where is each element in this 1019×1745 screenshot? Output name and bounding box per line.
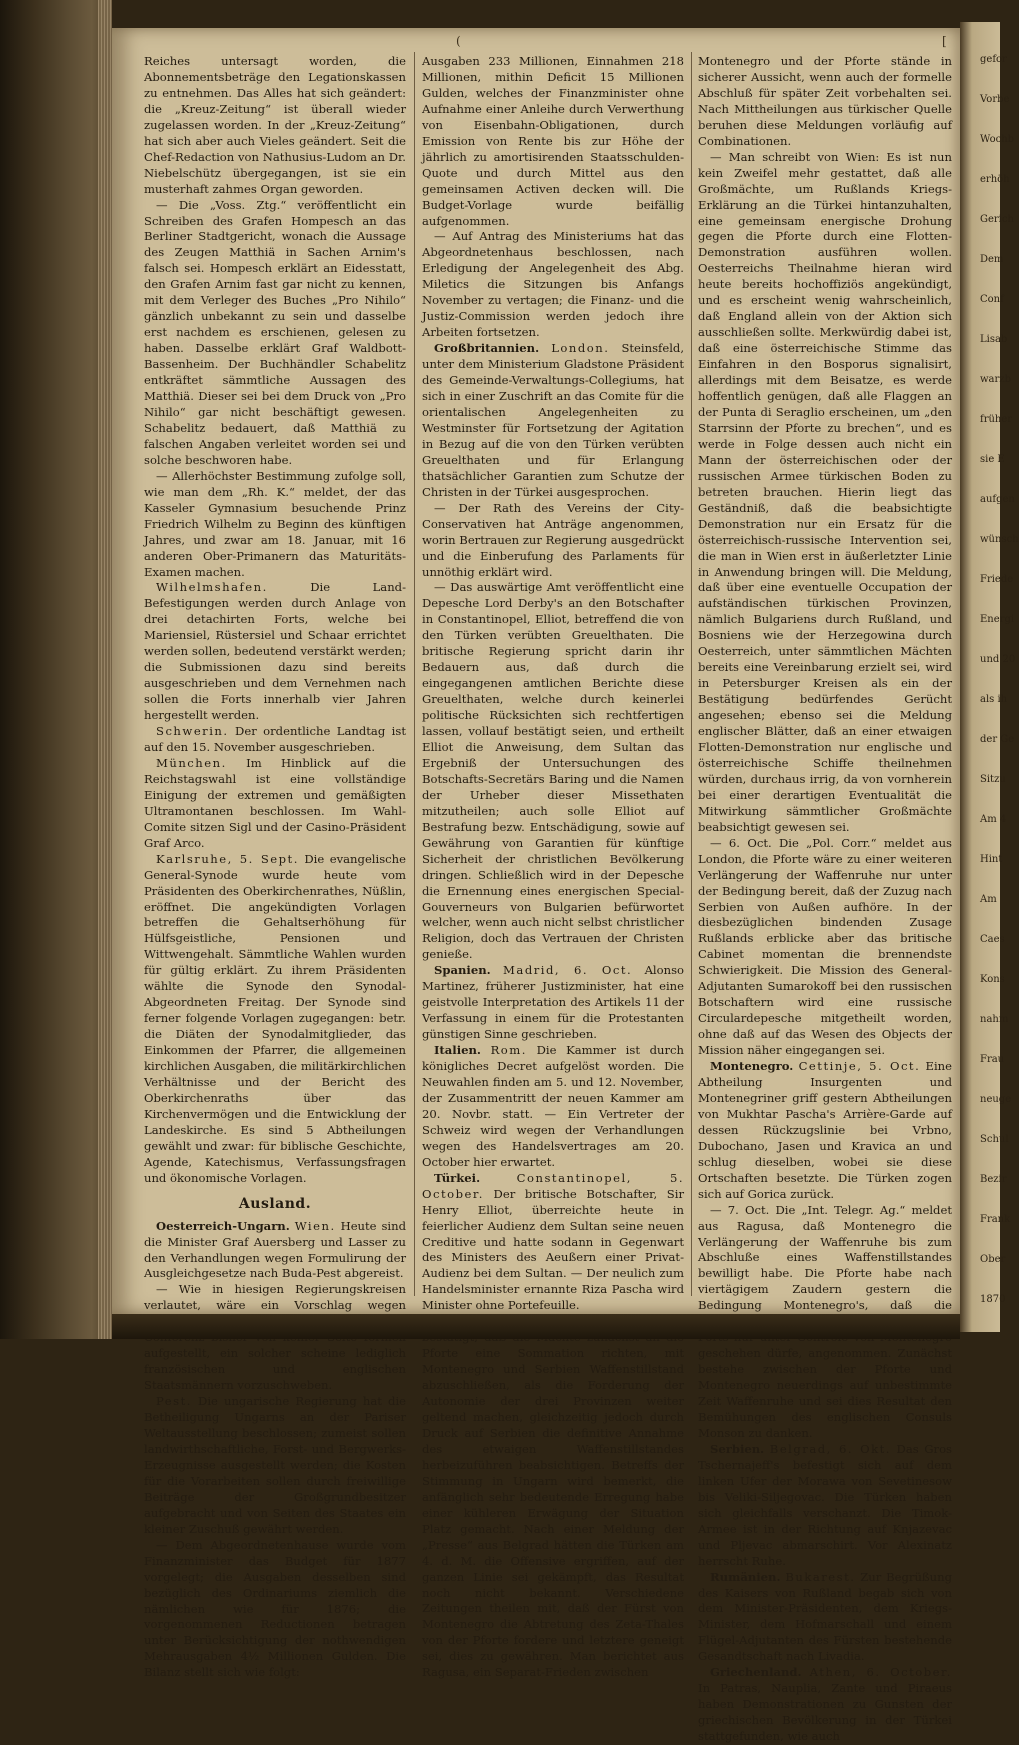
article-paragraph <box>698 1059 952 1203</box>
next-page-fragment: wünsch <box>980 534 1019 545</box>
next-page-fragment: Conf <box>980 294 1004 305</box>
column-2 <box>422 54 685 1680</box>
dateline: Bukarest. <box>785 1569 856 1584</box>
next-page-fragment: Frank <box>980 1214 1011 1225</box>
next-page-fragment: sie E <box>980 454 1005 465</box>
column-rule <box>414 52 415 1296</box>
article-paragraph <box>422 1043 684 1171</box>
article-text: Steinsfeld, unter dem Ministerium Gladstone Präsident des Gemeinde-Verwaltungs-Collegiums, hat sich in einer Zuschrift an das Comite für die orientalischen Angelegenheiten zu Westminster für Fortsetzung der Agitation in Bezug auf die von den Türken verübten Greuelthaten und für Erlangung thatsächlicher Garantien zum Schutze der Christen in der Türkei ausgesprochen. <box>422 341 685 499</box>
next-page-edge <box>960 22 1019 1332</box>
article-text: Die Land-Befestigungen werden durch Anlage von drei detachirten Forts, welche bei Mariensiel, Rüstersiel und Schaar errichtet werden sollen, bedeutend verstärkt werden; die Submissionen dazu sind bereits ausgeschrieben und dem Vernehmen nach sollen die Forts innerhalb vier Jahren hergestellt werden. <box>144 580 407 723</box>
article-paragraph <box>144 1219 406 1283</box>
page-mark-left: ( <box>456 34 461 48</box>
next-page-fragment: früher <box>980 414 1013 425</box>
article-paragraph: Pforte eine Sommation richten, mit Montenegro und Serbien Waffenstillstand abzuschließen, als die Forderung der Autonomie der drei Provinzen weiter geltend machen, gleichzeitig jedoch durch Druck auf Serbien die definitive Annahme des etwaigen Waffenstillstandes herbeizuführen beabsichtigen. Betreffs der Stimmung in Ungarn wird bemerkt, die anfänglich sehr bedeutende Erregung habe einer kühleren Erwägung der Situation Platz gemacht. Nach einer Meldung der „Presse“ aus Belgrad hätten die Türken am 4. d. M. die Offensive ergriffen, auf der ganzen Linie sei gekämpft, das Resultat noch nicht bekannt. Verschiedene Zeitungen theilen mit, daß der Fürst von Montenegro die Abtretung des Zeta-Thales von der Pforte fordere und letztere geneigt sei, dies zu gewähren. Man berichtet aus Ragusa, ein Separat-Frieden zwischen <box>422 1346 684 1680</box>
country-heading: Spanien. <box>434 963 491 978</box>
dateline: London. <box>551 341 610 356</box>
next-page-fragment: Frau <box>980 1054 1005 1065</box>
column-rule <box>691 52 692 1296</box>
article-text: Der britische Botschafter, Sir Henry Elliot, überreichte heute in feierlicher Audienz dem Sultan seine neuen Creditive und hatte sodann in Gegenwart des Ministers des Aeußern einer Privat-Audienz bei dem Sultan. — Der neulich zum Handelsminister ernannte Riza Pascha wird Minister ohne Portefeuille. <box>422 1186 684 1313</box>
country-heading: Großbritannien. <box>434 341 540 356</box>
next-page-fragment: Vorbe <box>980 94 1010 105</box>
article-text: Die Kammer ist durch königliches Decret aufgelöst worden. Die Neuwahlen finden am 5. und 12. November, der Zusammentritt der neuen Kammer am 20. Novbr. statt. — Ein Vertreter der Schweiz wird wegen der Verhandlungen wegen des Handelsvertrages am 20. October hier erwartet. <box>422 1043 684 1169</box>
article-text: Heute sind die Minister Graf Auersberg und Lasser zu den Verhandlungen wegen Formulirung der Ausgleichgesetze nach Buda-Pest abgereist. <box>144 1218 407 1281</box>
article-text: Alonso Martinez, früherer Justizminister, hat eine geistvolle Interpretation des Artikels 11 der Verfassung in einem für die Protestanten günstigen Sinne geschrieben. <box>422 963 685 1042</box>
next-page-fragment: Friede <box>980 574 1014 585</box>
article-paragraph <box>144 756 406 852</box>
article-text: Die ungarische Regierung hat die Betheiligung Ungarns an der Pariser Weltausstellung beschlossen; zumeist sollen landwirthschaftliche, Forst- und Bergwerks-Erzeugnisse ausgestellt werden; die Kosten für die Vorarbeiten sollen durch freiwillige Beiträge der Großgrundbesitzer aufgebracht und von Seiten des Staates ein kleiner Zuschuß gewährt werden. <box>144 1394 407 1536</box>
next-page-fragment: als ih <box>980 694 1008 705</box>
country-heading: Italien. <box>434 1043 481 1058</box>
article-text: Zur Begrüßung des Kaisers von Rußland begab sich von dem Minister-Präsidenten, dem Kriegs-Minister, dem Hofmarschall und einem Flügel-Adjutanten des Fürsten bestehende Gesandtschaft nach Livadia. <box>698 1569 953 1664</box>
article-paragraph <box>144 1394 406 1538</box>
country-heading: Montenegro. <box>710 1059 794 1074</box>
dateline: Madrid, 6. Oct. <box>503 963 633 978</box>
dateline: Karlsruhe, 5. Sept. <box>156 851 299 866</box>
next-page-fragment: erhöh <box>980 174 1010 185</box>
dateline: Wien. <box>294 1218 336 1233</box>
next-page-fragment: Schul <box>980 1134 1009 1145</box>
column-3 <box>698 54 953 1744</box>
country-heading: Rumänien. <box>710 1569 781 1584</box>
next-page-fragment: Bezir <box>980 1174 1007 1185</box>
next-page-fragment: Energi <box>980 614 1015 625</box>
article-text: In Patras, Nauplia, Zante und Piraeus haben Demonstrationen zu Gunsten der griechischen Bevölkerung in der Türkei stattgefunden, wie auch <box>698 1681 952 1744</box>
country-heading: Griechenland. <box>710 1665 802 1680</box>
dateline: Constantinopel, 5. October. <box>422 1170 685 1201</box>
article-paragraph: — Die „Voss. Ztg.“ veröffentlicht ein Schreiben des Grafen Hompesch an das Berliner Stadtgericht, wonach die Aussage des Zeugen Matthiä in Sachen Arnim's falsch sei. Hompesch erklärt an Eidesstatt, den Grafen Arnim fast gar nicht zu kennen, mit dem Verleger des Buches „Pro Nihilo“ gänzlich unbekannt zu sein und dasselbe erst nachdem es erschienen, gelesen zu haben. Dasselbe erklärt Graf Waldbott-Bassenheim. Der Buchhändler Schabelitz entkräftet sämmtliche Aussagen des Matthiä. Dieser sei bei dem Druck von „Pro Nihilo“ gar nicht beschäftigt gewesen. Schabelitz bedauert, daß Matthiä zu falschen Angaben verleitet worden sei und solche beschworen habe. <box>144 197 406 467</box>
article-paragraph: — Dem Abgeordnetenhause wurde vom Finanzminister das Budget für 1877 vorgelegt; die Ausgaben desselben sind bezüglich des Ordinariums ziemlich die nämlichen wie für 1876; die vorgenommenen Reductionen betragen unter Berücksichtigung der nothwendigen Mehrausgaben 4½ Millionen Gulden. Die Bilanz stellt sich wie folgt: <box>144 1537 406 1680</box>
next-page-fragment: Lisab <box>980 334 1008 345</box>
article-paragraph: Reiches untersagt worden, die Abonnementsbeträge den Legationskassen zu entnehmen. Das Alles hat sich geändert: die „Kreuz-Zeitung“ ist überall wieder zugelassen worden. In der „Kreuz-Zeitung“ hat sich aber auch Vieles geändert. Seit die Chef-Redaction von Nathusius-Ludom an Dr. Niebelschütz übergegangen, ist sie ein musterhaft zahmes Organ geworden. <box>144 54 406 196</box>
book-spine <box>0 0 112 1339</box>
article-text: Der ordentliche Landtag ist auf den 15. November ausgeschrieben. <box>144 724 407 754</box>
article-paragraph: — Auf Antrag des Ministeriums hat das Abgeordnetenhaus beschlossen, nach Erledigung der Angelegenheit des Abg. Miletics die Sitzungen bis Anfangs November zu vertagen; die Finanz- und die Justiz-Commission werden jedoch ihre Arbeiten fortsetzen. <box>422 229 684 340</box>
article-paragraph <box>698 1570 952 1666</box>
article-paragraph <box>144 724 406 756</box>
next-page-fragment: Am 4 <box>980 814 1007 825</box>
next-page-fragment: Ober <box>980 1254 1006 1265</box>
article-paragraph <box>422 963 684 1043</box>
next-page-fragment: gefor <box>980 54 1007 65</box>
article-paragraph: — 7. Oct. Die „Int. Telegr. Ag.“ meldet aus Ragusa, daß Montenegro die Verlängerung der Waffenruhe bis zum Abschluße eines Waffenstillstandes bewilligt habe. Die Pforte habe nach viertägigem Zaudern gestern die Bedingung Montenegro's, daß die geschehen dürfe, angenommen. Zunächst bestehe zwischen der Pforte und Montenegro neuerdings auf unbestimmte Zeit Waffenruhe und sei dies Resultat den Bemühungen des englischen Consuls Monson zu danken. <box>698 1202 952 1440</box>
page-bottom-edge <box>112 1314 960 1339</box>
article-text: Eine Abtheilung Insurgenten und Montenegriner griff gestern Abtheilungen von Mukhtar Pascha's Arrière-Garde auf dessen Rückzugslinie bei Vrbno, Dubochano, Jasen und Kravica an und schlug dieselben, wobei sie diese Ortschaften besetzte. Die Türken zogen sich auf Gorica zurück. <box>698 1059 953 1201</box>
next-page-fragment: Kons <box>980 974 1005 985</box>
dateline: Pest. <box>156 1394 192 1409</box>
article-paragraph <box>698 1665 952 1745</box>
article-paragraph: — Der Rath des Vereins der City-Conservativen hat Anträge angenommen, worin Bertrauen zur Regierung ausgedrückt und die Einberufung des Parlaments für unnöthig erklärt wird. <box>422 500 685 579</box>
next-page-fragment: Dem <box>980 254 1004 265</box>
article-paragraph <box>144 580 406 724</box>
dateline: Wilhelmshafen. <box>156 580 268 595</box>
dateline: Athen, 6. October. <box>809 1665 952 1680</box>
next-page-fragment: der Ge <box>980 734 1015 745</box>
article-paragraph: — Wie in hiesigen Regierungskreisen verlautet, wäre ein Vorschlag wegen aufgestellt, ein solcher scheine lediglich französischen und englischen Staatsmännern vorzuschweben. <box>144 1282 406 1393</box>
article-paragraph: Ausgaben 233 Millionen, Einnahmen 218 Millionen, mithin Deficit 15 Millionen Gulden, welches der Finanzminister ohne Aufnahme einer Anleihe durch Verwerthung von Eisenbahn-Obligationen, durch Emission von Rente bis zur Höhe der jährlich zu amortisirenden Staatsschulden-Quote und durch Mittel aus den gemeinsamen Activen decken will. Die Budget-Vorlage wurde beifällig aufgenommen. <box>422 54 684 228</box>
column-1 <box>144 54 407 1680</box>
article-text: Die evangelische General-Synode wurde heute vom Präsidenten des Oberkirchenrathes, Nüßlin, eröffnet. Die angekündigten Vorlagen betreffen die Gehaltserhöhung für Hülfsgeistliche, Pensionen und Wittwengehalt. Sämmtliche Wahlen wurden für gültig erklärt. Zu ihrem Präsidenten wählte die Synode den Synodal-Abgeordneten Freitag. Der Synode sind ferner folgende Vorlagen zugegangen: betr. die Diäten der Synodalmitglieder, das Einkommen der Pfarrer, die allgemeinen kirchlichen Ausgaben, die militärkirchlichen Verhältnisse und der Bericht des Oberkirchenraths über das Kirchenvermögen und die Entwicklung der Landeskirche. Es sind 5 Abtheilungen gewählt und zwar: für biblische Geschichte, Agende, Katechismus, Verfassungsfragen und ökonomische Vorlagen. <box>144 851 406 1185</box>
article-text: Im Hinblick auf die Reichstagswahl ist eine vollständige Einigung der extremen und gemäßigten Ultramontanen beschlossen. Im Wahl-Comite sitzen Sigl und der Casino-Präsident Graf Arco. <box>144 755 407 850</box>
page-mark-right: [ <box>942 34 947 48</box>
country-heading: Türkei. <box>434 1170 481 1185</box>
dateline: München. <box>156 755 227 770</box>
article-text: Das Gros Tschernajeff's befestigt sich auf dem linken Ufer der Morawa von Sevetinesow bis Veliki-Siljegovac. Die Türken haben sich gleichfalls verschanzt. Die Timok-Armee ist in der Richtung auf Knjazevac und Pljevac abmarschirt. Vor Alexinatz herrscht Ruhe. <box>698 1441 952 1568</box>
article-paragraph: — Man schreibt von Wien: Es ist nun kein Zweifel mehr gestattet, daß alle Großmächte, um Rußlands Kriegs-Erklärung an die Türkei hintanzuhalten, eine gemeinsam energische Drohung gegen die Pforte durch eine Flotten-Demonstration ausführen wollen. Oesterreichs Theilnahme hieran wird heute bereits hochoffiziös angekündigt, und es erscheint wenig wahrscheinlich, daß England allein von der Aktion sich ausschließen sollte. Merkwürdig dabei ist, daß eine österreichische Stimme das Einfahren in den Bosporus signalisirt, allerdings mit dem Beisatze, es werde hoffentlich genügen, daß alle Flaggen an der Punta di Seraglio erscheinen, um „den Starrsinn der Pforte zu brechen“, und es werde in Folge dessen auch nicht ein Mann der österreichischen oder der russischen Armee türkischen Boden zu betreten brauchen. Hierin liegt das Geständniß, daß die beabsichtigte Demonstration nur ein Ersatz für die österreichisch-russische Intervention sei, die man in Wien erst in äußerletzter Linie in Anwendung bringen will. Die Meldung, daß über eine eventuelle Occupation der aufständischen türkischen Provinzen, nämlich Bulgariens durch Rußland, und Bosniens wie der Herzegowina durch Oesterreich, unter sämmtlichen Mächten bereits eine Vereinbarung erzielt sei, wird in Petersburger Kreisen als ein der Bestätigung bedürfendes Gerücht angesehen; ebenso sei die Meldung englischer Blätter, daß an einer etwaigen Flotten-Demonstration nur englische und österreichische Schiffe theilnehmen würden, durchaus irrig, da von vornherein bei einer derartigen Eventualität die Mitwirkung sämmtlicher Großmächte beabsichtigt gewesen sei. <box>698 149 952 834</box>
next-page-fragment: Wochb <box>980 134 1015 145</box>
dateline: Schwerin. <box>156 724 229 739</box>
section-heading: Ausland. <box>238 1195 312 1212</box>
dateline: Rom. <box>490 1043 527 1058</box>
article-paragraph <box>698 1442 952 1570</box>
article-paragraph: — 6. Oct. Die „Pol. Corr.“ meldet aus London, die Pforte wäre zu einer weiteren Verlängerung der Waffenruhe nur unter der Bedingung bereit, daß der Zuzug nach Serbien von Außen aufhöre. In der diesbezüglichen bindenden Zusage Rußlands erblicke aber das britische Cabinet momentan die brennendste Schwierigkeit. Die Mission des General-Adjutanten Sumarokoff bei den russischen Botschaftern wird eine russische Circulardepesche mitgetheilt worden, ohne daß auf das Wesen des Objects der Mission näher eingegangen sei. <box>698 835 952 1058</box>
next-page-fragment: Gerich <box>980 214 1014 225</box>
country-heading: Oesterreich-Ungarn. <box>156 1218 290 1233</box>
article-paragraph: — Das auswärtige Amt veröffentlicht eine Depesche Lord Derby's an den Botschafter in Constantinopel, Elliot, betreffend die von den Türken verübten Greuelthaten. Die britische Regierung spricht darin ihr Bedauern aus, daß durch die eingegangenen amtlichen Berichte diese Greuelthaten, welche durch keinerlei politische Rücksichten sich rechtfertigen lassen, vollauf bestätigt seien, und ertheilt Elliot die Anweisung, dem Sultan das Ergebniß der Untersuchungen des Botschafts-Secretärs Baring und die Namen der Urheber dieser Missethaten mitzutheilen; auch solle Elliot auf Bestrafung bezw. Entschädigung, sowie auf Gewährung von Garantien für künftige Sicherheit der christlichen Bevölkerung dringen. Schließlich wird in der Depesche die Ernennung eines energischen Special-Gouverneurs von Bulgarien befürwortet welcher, wenn auch nicht selbst christlicher Religion, doch das Vertrauen der Christen genieße. <box>422 580 684 962</box>
article-paragraph <box>422 1171 684 1315</box>
article-paragraph <box>422 341 684 501</box>
next-page-fragment: Caes <box>980 934 1005 945</box>
next-page-fragment: warzb <box>980 374 1011 385</box>
next-page-fragment: nahm <box>980 1014 1009 1025</box>
newspaper-page <box>112 28 960 1744</box>
next-page-fragment: und 20 <box>980 654 1016 665</box>
next-page-fragment: aufgen <box>980 494 1015 505</box>
dateline: Belgrad, 6. Okt. <box>769 1441 891 1456</box>
article-paragraph: Montenegro und der Pforte stände in sicherer Aussicht, wenn auch der formelle Abschluß für später Zeit vorbehalten sei. Nach Mittheilungen aus türkischer Quelle beruhen diese Meldungen vorläufig auf Combinationen. <box>698 54 952 148</box>
country-heading: Serbien. <box>710 1441 765 1456</box>
next-page-fragment: Am <box>980 894 997 905</box>
next-page-fragment: Sitzu <box>980 774 1006 785</box>
next-page-fragment: Hint <box>980 854 1003 865</box>
next-page-fragment: neuge <box>980 1094 1012 1105</box>
dateline: Cettinje, 5. Oct. <box>798 1059 921 1074</box>
next-page-fragment: 1870 <box>980 1294 1006 1305</box>
article-paragraph <box>144 852 406 1187</box>
article-paragraph: — Allerhöchster Bestimmung zufolge soll, wie man dem „Rh. K.“ meldet, der das Kasseler Gymnasium besuchende Prinz Friedrich Wilhelm zu Beginn des künftigen Jahres, und zwar am 18. Januar, mit 16 anderen Ober-Primanern das Maturitäts-Examen machen. <box>144 468 406 579</box>
